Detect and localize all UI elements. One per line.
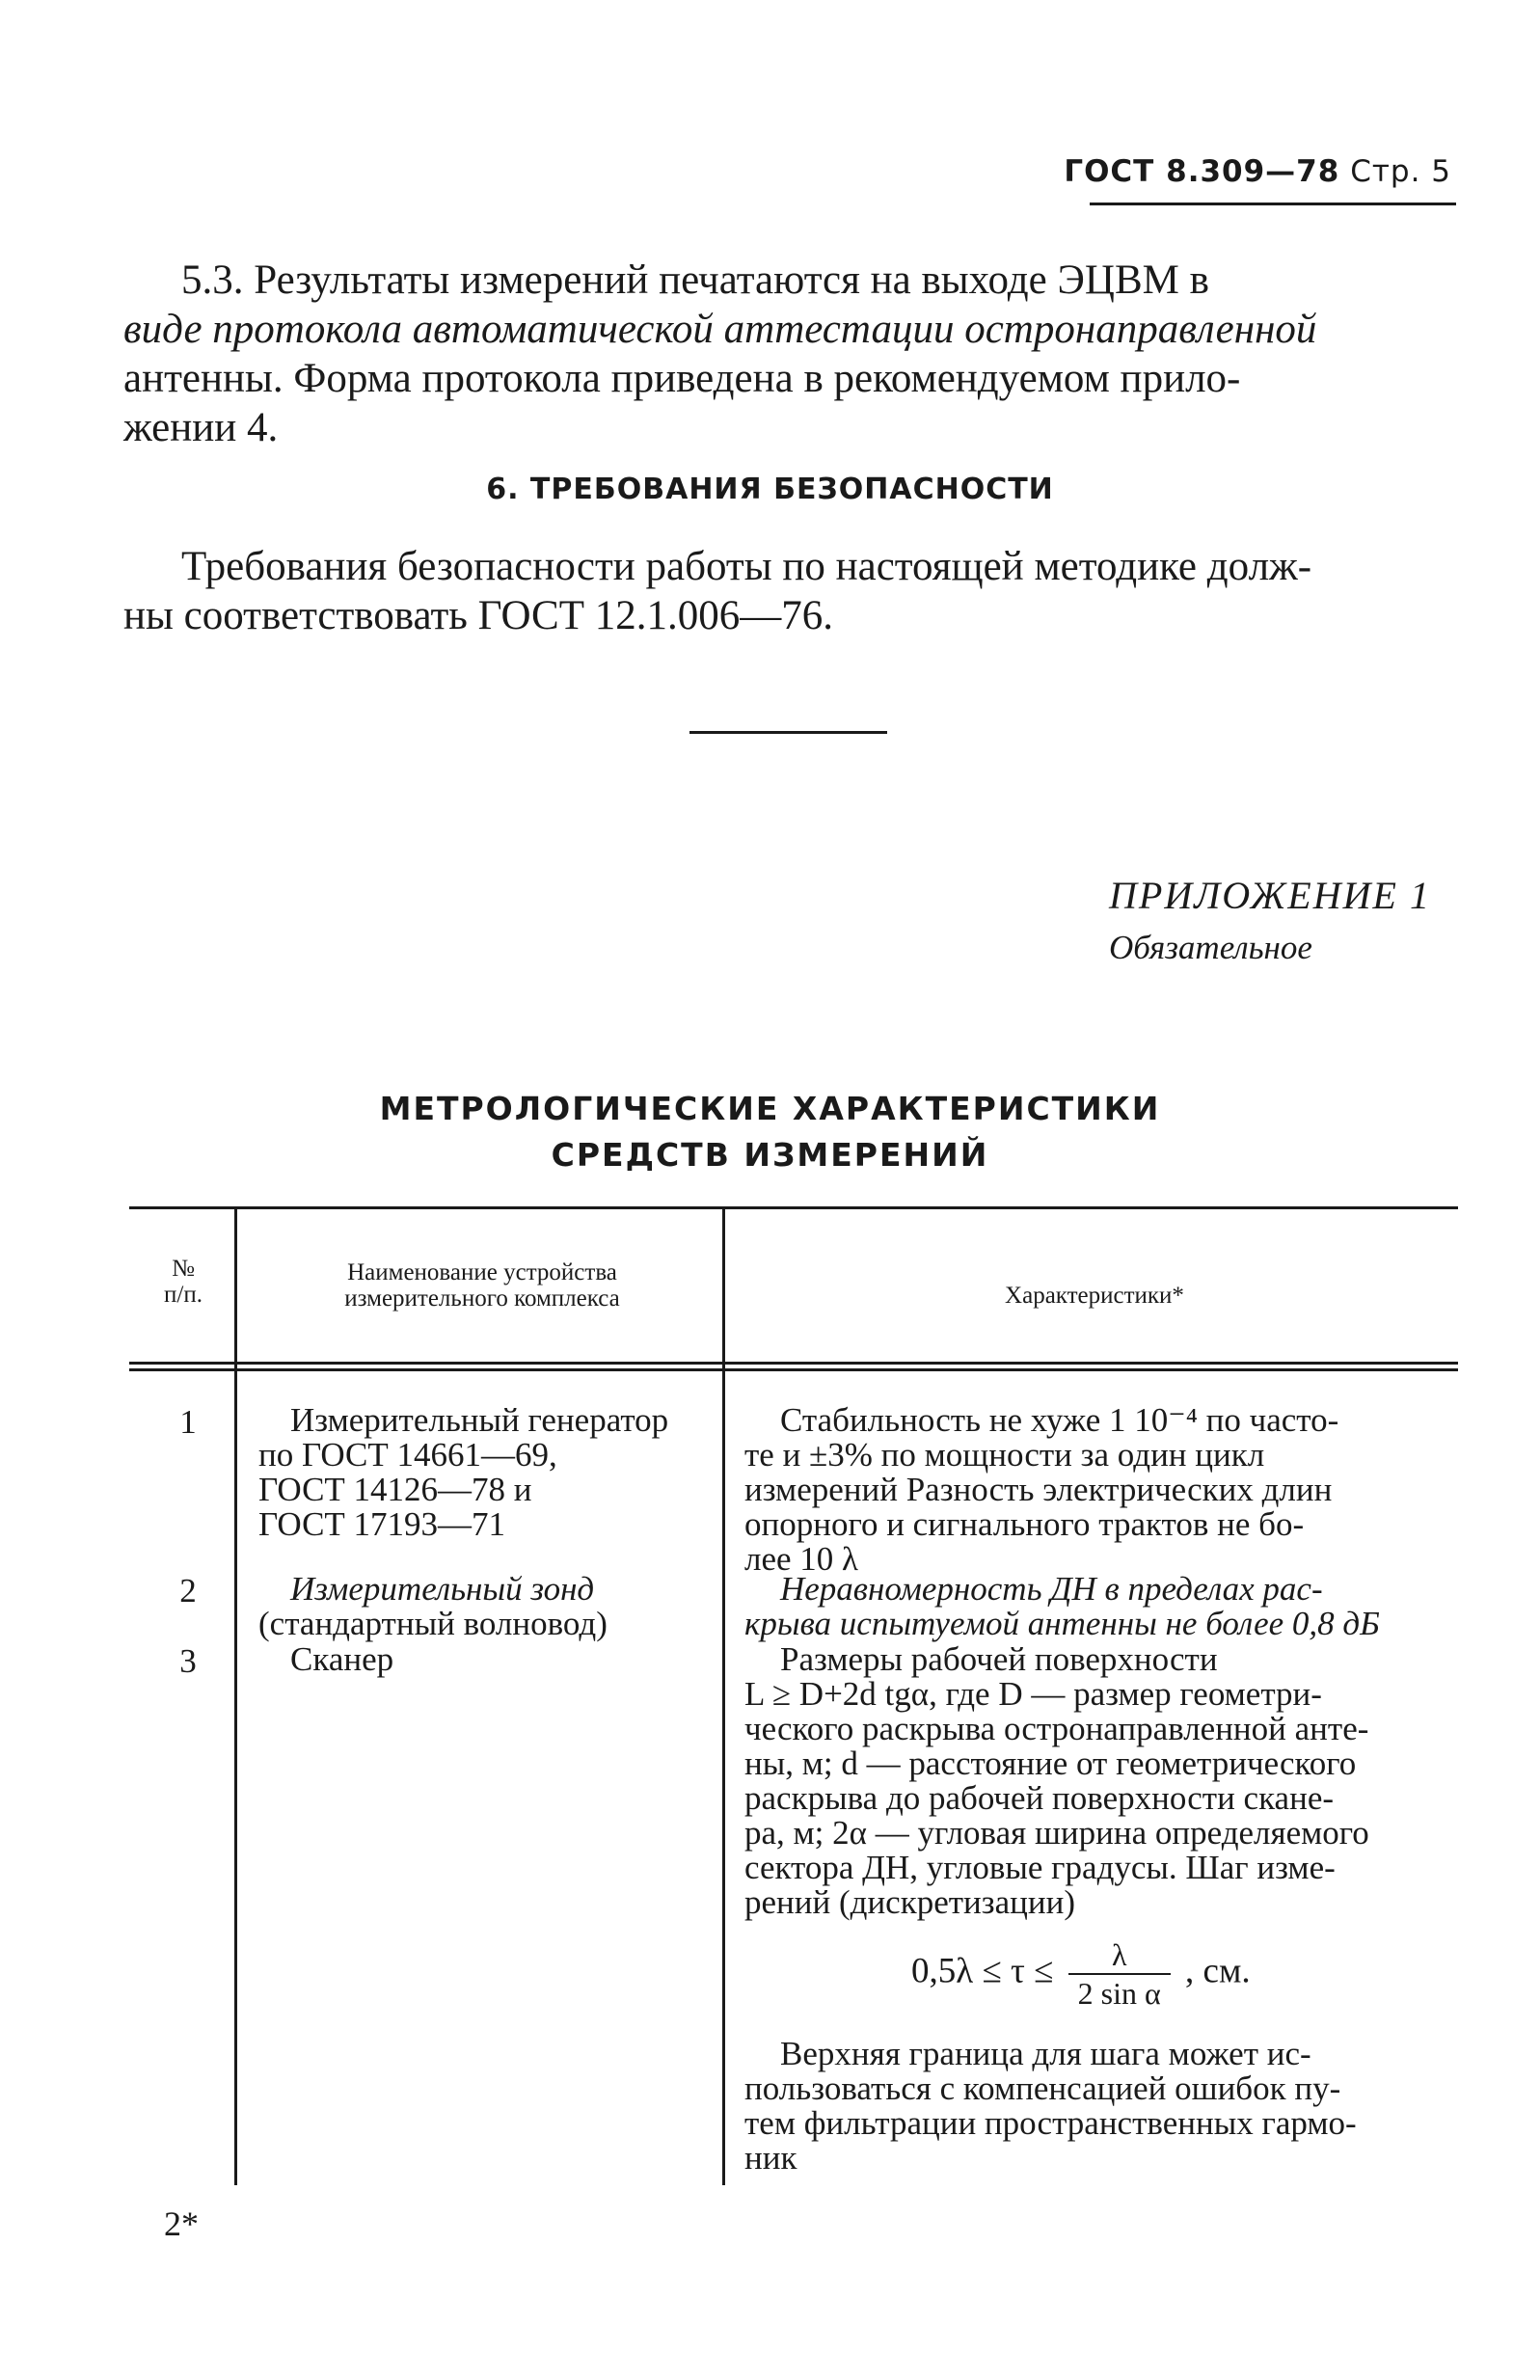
page-number: Стр. 5 xyxy=(1350,154,1451,189)
row-number: 1 xyxy=(179,1403,197,1441)
row-number: 2 xyxy=(179,1572,197,1609)
device-name: Измерительный зонд (стандартный волновод) xyxy=(258,1570,608,1642)
doc-code: ГОСТ 8.309—78 xyxy=(1064,154,1340,189)
text-line: Требования безопасности работы по настоящей методике долж- xyxy=(181,544,1312,589)
text-line: жении 4. xyxy=(123,405,279,450)
text-line: виде протокола автоматической аттестации остронаправленной xyxy=(123,307,1317,352)
device-characteristics: Неравномерность ДН в пределах рас- крыва испытуемой антенны не более 0,8 дБ xyxy=(744,1570,1380,1642)
text-line: ны соответствовать ГОСТ 12.1.006—76. xyxy=(123,593,833,638)
table-title-line-1: МЕТРОЛОГИЧЕСКИЕ ХАРАКТЕРИСТИКИ xyxy=(379,1090,1161,1127)
header-rule xyxy=(1090,203,1456,205)
sheet-mark: 2* xyxy=(164,2204,199,2243)
formula-left: 0,5λ ≤ τ ≤ xyxy=(911,1951,1054,1991)
header-characteristics: Характеристики* xyxy=(1005,1283,1184,1309)
column-divider-1 xyxy=(234,1209,237,2185)
formula-fraction xyxy=(1068,1936,1171,2012)
section-title: 6. ТРЕБОВАНИЯ БЕЗОПАСНОСТИ xyxy=(486,473,1054,506)
column-divider-2 xyxy=(722,1209,725,2185)
table-top-rule xyxy=(129,1206,1458,1209)
table-title-line-2: СРЕДСТВ ИЗМЕРЕНИЙ xyxy=(551,1136,989,1174)
separator-rule xyxy=(689,731,887,734)
formula-numerator: λ xyxy=(1111,1937,1127,1972)
text-line: 5.3. Результаты измерений печатаются на выходе ЭЦВМ в xyxy=(181,257,1209,303)
header-num: № п/п. xyxy=(164,1256,203,1308)
device-name: Измерительный генератор по ГОСТ 14661—69, ГОСТ 14126—78 и ГОСТ 17193—71 xyxy=(258,1401,669,1543)
device-name: Сканер xyxy=(290,1640,394,1678)
header-name: Наименование устройства измерительного комплекса xyxy=(344,1259,620,1312)
table-header-rule-2 xyxy=(129,1368,1458,1371)
step-note: Верхняя граница для шага может ис- пользоваться с компенсацией ошибок пу- тем фильтрации пространственных гармо- ник xyxy=(744,2035,1357,2177)
device-characteristics: Стабильность не хуже 1 10⁻⁴ по часто- те и ±3% по мощности за один цикл измерений Разность электрических длин опорного и сигнального трактов не бо- лее 10 λ xyxy=(744,1401,1339,1578)
table-header-rule-1 xyxy=(129,1362,1458,1365)
formula-denominator: 2 sin α xyxy=(1068,1973,1171,2012)
text-line: антенны. Форма протокола приведена в рекомендуемом прило- xyxy=(123,356,1241,401)
device-characteristics: Размеры рабочей поверхности L ≥ D+2d tgα, где D — размер геометри- ческого раскрыва остронаправленной анте- ны, м; d — расстояние от геометрического раскрыва до рабочей поверхности скане- ра, м; 2α — угловая ширина определяемого сектора ДН, угловые градусы. Шаг изме- рений (дискретизации) xyxy=(744,1640,1369,1921)
formula-right: , см. xyxy=(1185,1951,1251,1991)
safety-paragraph xyxy=(123,542,1466,640)
appendix-title: ПРИЛОЖЕНИЕ 1 xyxy=(1109,874,1431,917)
page-header xyxy=(1064,154,1451,189)
appendix-subtitle: Обязательное xyxy=(1109,929,1312,966)
paragraph-5-3 xyxy=(123,256,1466,452)
step-formula xyxy=(911,1936,1251,2012)
row-number: 3 xyxy=(179,1642,197,1680)
